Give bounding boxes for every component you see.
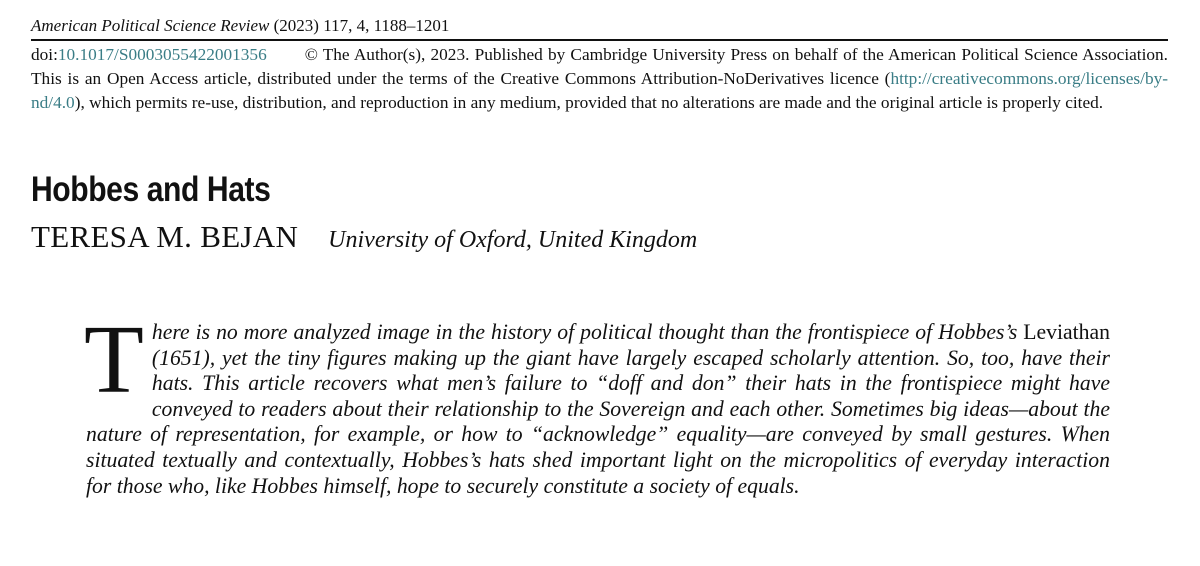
abstract-work-title: Leviathan (1023, 320, 1110, 344)
author-name: TERESA M. BEJAN (31, 219, 299, 254)
journal-volume-info: (2023) 117, 4, 1188–1201 (273, 16, 450, 35)
abstract-text-rest: (1651), yet the tiny figures making up the giant have largely escaped scholarly attention. So, too, have their hats. This article recovers what men’s failure to “doff and don” their hats in the frontispiece might have conveyed to readers about their relationship to the Sovereign and each other. Sometimes big ideas—about the nature of representation, for example, or how to “acknowledge” equality—are conveyed by small gestures. When situated textually and contextually, Hobbes’s hats shed important light on the micropolitics of everyday interaction for those who, like Hobbes himself, hope to securely constitute a society of equals. (86, 345, 1110, 498)
license-url-link[interactable]: http://creativecommons.org/licenses/by-nd/4.0 (31, 69, 1168, 112)
header-rule (31, 39, 1168, 41)
article-title: Hobbes and Hats (31, 170, 271, 209)
abstract-drop-cap: T (84, 306, 144, 414)
abstract (84, 306, 1110, 499)
license-text-end: ), which permits re-use, distribution, and reproduction in any medium, provided that no alterations are made and the original article is properly cited. (74, 93, 1104, 112)
journal-name: American Political Science Review (31, 16, 270, 35)
author-line (31, 219, 697, 255)
license-paragraph (31, 43, 1168, 115)
author-affiliation: University of Oxford, United Kingdom (328, 227, 698, 253)
journal-citation-line (31, 16, 449, 36)
doi-link[interactable]: 10.1017/S0003055422001356 (57, 45, 267, 64)
doi-label: doi: (31, 45, 58, 64)
abstract-text-start: here is no more analyzed image in the history of political thought than the frontispiece of Hobbes’s (151, 320, 1024, 344)
license-text-start: © The Author(s), 2023. Published by Cambridge University Press on behalf of the American Political Science Association. This is an Open Access article, distributed under the terms of the Creative Commons Attribution-NoDerivatives licence ( (31, 45, 1168, 88)
